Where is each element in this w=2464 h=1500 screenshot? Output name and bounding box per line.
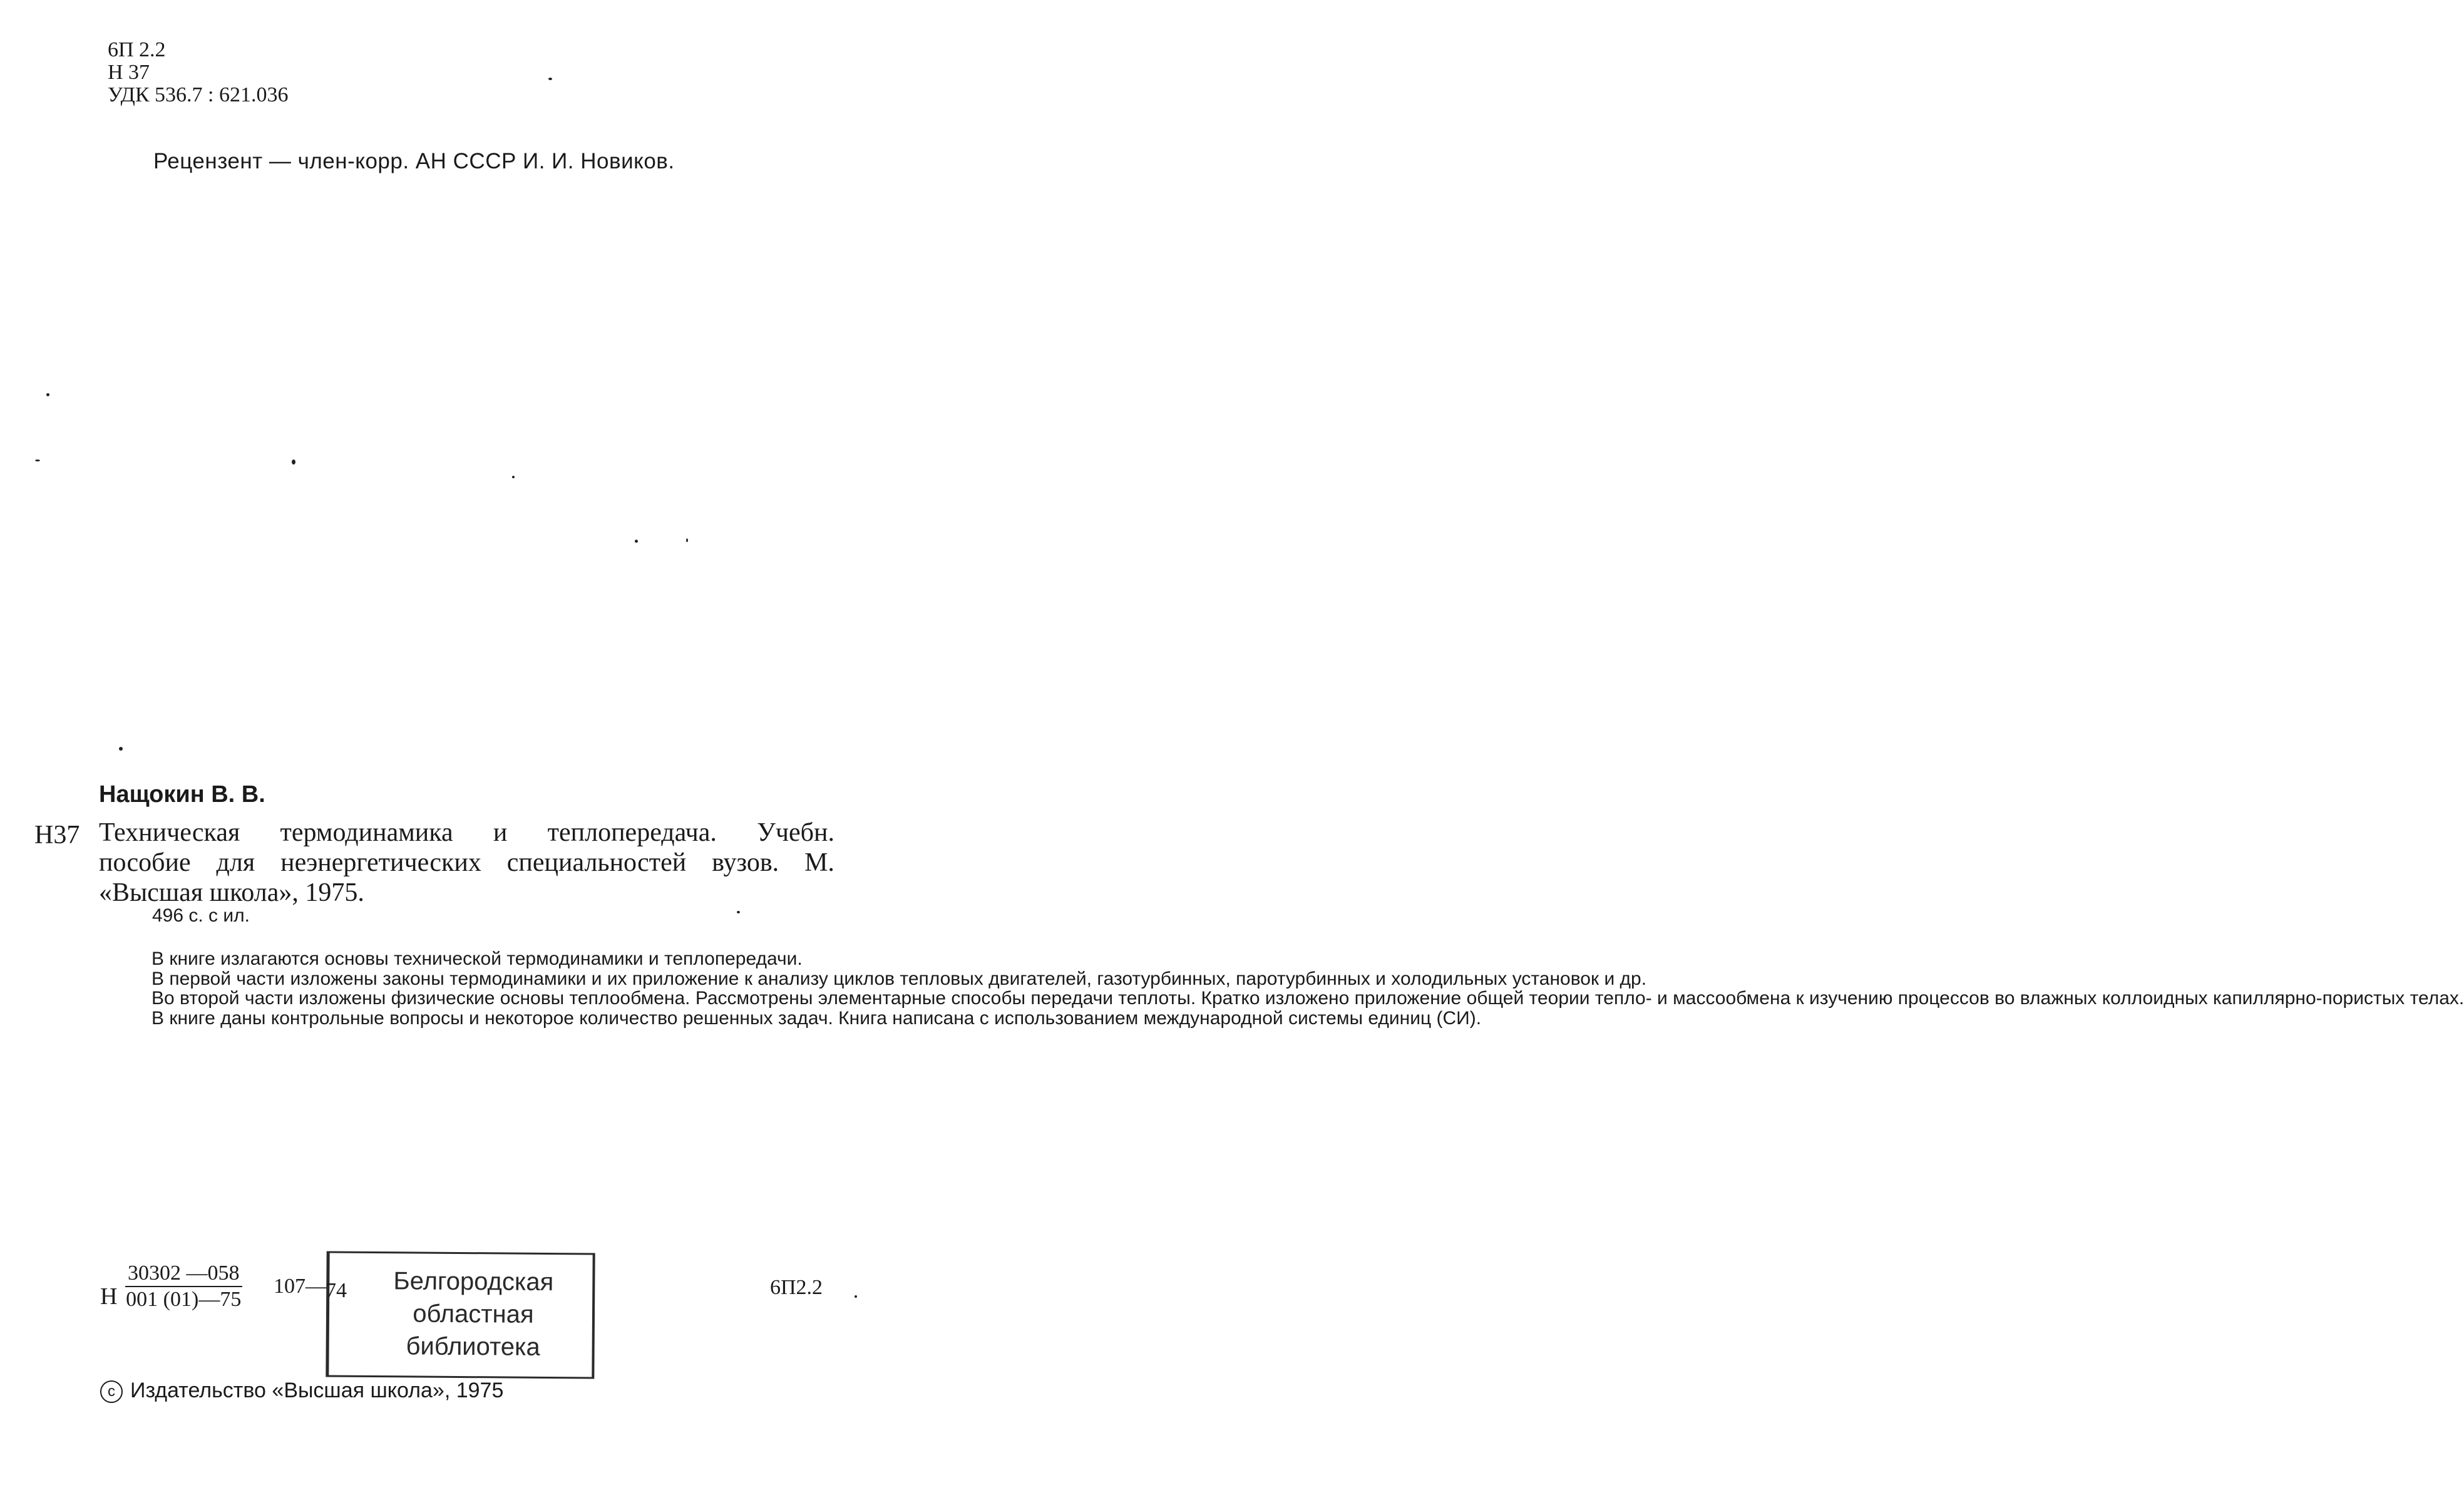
scan-speck (635, 540, 638, 543)
publisher-year: «Высшая школа», 1975. (99, 878, 364, 907)
biblio-denominator: 001 (01)—75 (126, 1288, 242, 1311)
scan-speck (292, 460, 295, 465)
biblio-numerator: 30302 —058 (125, 1261, 242, 1287)
biblio-code-a: 107— (274, 1275, 327, 1298)
reviewer-line: Рецензент — член-корр. АН СССР И. И. Новиков. (153, 149, 675, 173)
stamp-line-2: областная (413, 1300, 534, 1328)
title-word: вузов. (712, 848, 779, 877)
abstract-paragraph: Во второй части изложены физические основы теплообмена. Рассмотрены элементарные способы передачи теплоты. Кратко изложено приложение общей теории тепло- и массообмена к изучению процессов во влажных коллоидных капиллярно-пористых телах. (151, 988, 2464, 1009)
catalog-mark: Н37 (34, 821, 80, 850)
scan-speck (855, 1295, 857, 1298)
author-name: Нащокин В. В. (99, 781, 265, 808)
copyright-text: Издательство «Высшая школа», 1975 (130, 1379, 504, 1402)
biblio-letter: Н (100, 1283, 118, 1310)
copyright-icon: c (100, 1380, 123, 1403)
stamp-line-3: библиотека (406, 1332, 540, 1361)
abstract-paragraph: В книге даны контрольные вопросы и некоторое количество решенных задач. Книга написана с использованием международной системы единиц (СИ). (151, 1007, 1482, 1029)
scan-speck (119, 747, 123, 751)
abstract-paragraph: В первой части изложены законы термодинамики и их приложение к анализу циклов тепловых двигателей, газотурбинных, паротурбинных и холодильных установок и др. (151, 968, 1647, 989)
title-word: Учебн. (757, 818, 834, 847)
title-word: неэнергетических (280, 848, 481, 877)
scan-speck (35, 460, 40, 461)
biblio-classification: 6П2.2 (770, 1276, 823, 1299)
bbk-code: 6П 2.2 (108, 38, 166, 61)
title-word: специальностей (506, 848, 687, 877)
biblio-fraction (125, 1261, 242, 1312)
title-line-3 (99, 878, 834, 908)
title-line-2 (99, 848, 834, 878)
title-word: М. (804, 848, 834, 877)
scan-speck (512, 476, 515, 478)
udk-code: УДК 536.7 : 621.036 (108, 83, 289, 106)
scan-speck (548, 78, 552, 80)
book-title (99, 818, 834, 908)
abstract-paragraph: В книге излагаются основы технической термодинамики и теплопередачи. (151, 948, 803, 969)
abstract (100, 948, 2464, 1029)
title-word: Техническая (99, 818, 240, 847)
page-count: 496 с. с ил. (152, 905, 250, 926)
title-word: для (216, 848, 255, 877)
title-line-1 (99, 818, 834, 848)
copyright-line (100, 1379, 503, 1403)
title-word: теплопередача. (547, 818, 717, 847)
scan-speck (46, 393, 49, 396)
title-word: термодинамика (280, 818, 453, 847)
library-stamp (326, 1251, 595, 1379)
scan-speck (686, 538, 688, 542)
scan-speck (737, 911, 740, 913)
title-word: пособие (99, 848, 191, 877)
title-word: и (493, 818, 508, 847)
classification-codes (108, 39, 288, 106)
stamp-line-1: Белгородская (393, 1267, 554, 1297)
biblio-code-b: 74 (326, 1279, 347, 1302)
author-mark: Н 37 (108, 61, 150, 84)
